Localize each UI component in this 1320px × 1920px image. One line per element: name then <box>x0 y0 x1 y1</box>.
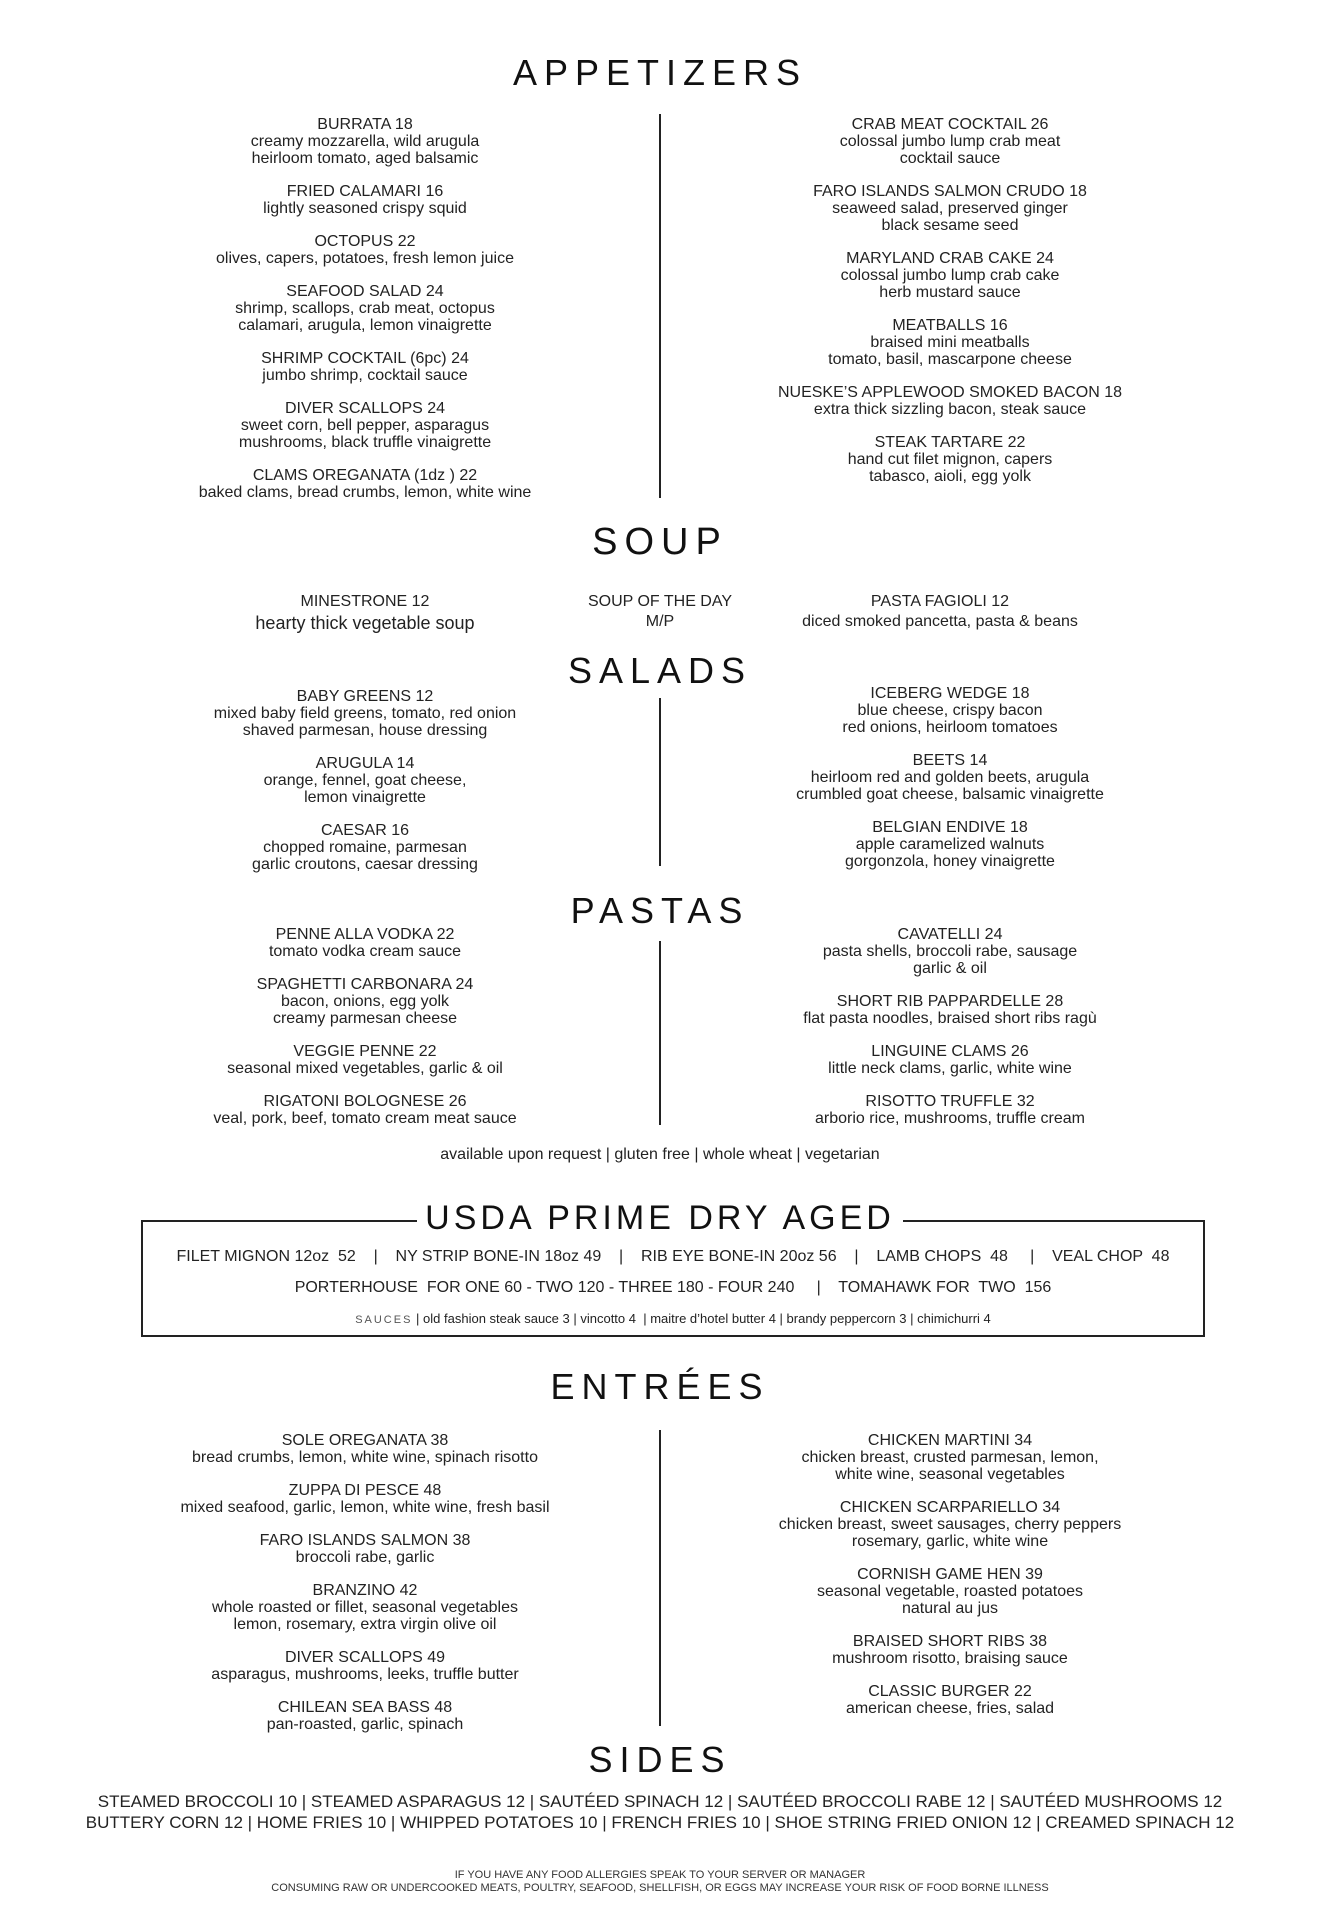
menu-item-name: DIVER SCALLOPS 49 <box>284 1649 446 1666</box>
menu-item-description: herb mustard sauce <box>879 284 1021 301</box>
menu-item <box>90 1093 640 1127</box>
entrees-left-column <box>90 1432 640 1733</box>
menu-item-name: CORNISH GAME HEN 39 <box>857 1566 1043 1583</box>
menu-item-description: tomato, basil, mascarpone cheese <box>828 351 1072 368</box>
menu-item <box>680 1566 1220 1617</box>
entrees-divider <box>659 1430 661 1726</box>
raw-food-warning: CONSUMING RAW OR UNDERCOOKED MEATS, POULTRY, SEAFOOD, SHELLFISH, OR EGGS MAY INCREASE YOUR RISK OF FOOD BORNE ILLNESS <box>271 1882 1049 1894</box>
menu-item-description: lemon, rosemary, extra virgin olive oil <box>233 1616 497 1633</box>
menu-item-name: CHICKEN MARTINI 34 <box>867 1432 1033 1449</box>
menu-item <box>90 283 640 334</box>
dietary-note: available upon request | gluten free | whole wheat | vegetarian <box>440 1146 880 1163</box>
menu-item <box>680 317 1220 368</box>
menu-item <box>680 1683 1220 1717</box>
menu-item-name: RIGATONI BOLOGNESE 26 <box>263 1093 467 1110</box>
menu-item-description: jumbo shrimp, cocktail sauce <box>262 367 468 384</box>
menu-item <box>90 350 640 384</box>
menu-item-description: flat pasta noodles, braised short ribs ragù <box>803 1010 1097 1027</box>
menu-item <box>680 926 1220 977</box>
menu-item <box>680 993 1220 1027</box>
menu-item-name: CAVATELLI 24 <box>897 926 1003 943</box>
menu-item-name: OCTOPUS 22 <box>314 233 416 250</box>
soup-name: SOUP OF THE DAY <box>587 593 733 610</box>
usda-porterhouse-row: PORTERHOUSE FOR ONE 60 - TWO 120 - THREE 180 - FOUR 240 | TOMAHAWK FOR TWO 156 <box>294 1279 1052 1296</box>
menu-item-name: BRAISED SHORT RIBS 38 <box>852 1633 1048 1650</box>
soup-item-minestrone <box>190 592 540 634</box>
menu-item-description: heirloom red and golden beets, arugula <box>810 769 1090 786</box>
menu-item <box>90 400 640 451</box>
menu-item <box>90 976 640 1027</box>
menu-item-description: tabasco, aioli, egg yolk <box>869 468 1031 485</box>
salads-left-column <box>90 688 640 873</box>
menu-item-description: garlic croutons, caesar dressing <box>252 856 478 873</box>
menu-item <box>680 752 1220 803</box>
menu-item-description: sweet corn, bell pepper, asparagus <box>240 417 490 434</box>
menu-item-description: garlic & oil <box>913 960 987 977</box>
menu-item <box>680 1432 1220 1483</box>
menu-item-description: broccoli rabe, garlic <box>295 1549 435 1566</box>
menu-item-description: american cheese, fries, salad <box>845 1700 1055 1717</box>
menu-item-description: braised mini meatballs <box>870 334 1030 351</box>
menu-item <box>680 183 1220 234</box>
menu-item-name: MEATBALLS 16 <box>892 317 1008 334</box>
menu-item-description: red onions, heirloom tomatoes <box>842 719 1058 736</box>
menu-item <box>90 755 640 806</box>
soup-desc: diced smoked pancetta, pasta & beans <box>802 613 1078 630</box>
menu-item <box>90 926 640 960</box>
appetizers-title: APPETIZERS <box>512 52 808 93</box>
menu-item-description: crumbled goat cheese, balsamic vinaigrette <box>796 786 1104 803</box>
soup-item-soup-of-the-day <box>540 592 780 632</box>
menu-item-description: mushroom risotto, braising sauce <box>832 1650 1068 1667</box>
menu-item-name: RISOTTO TRUFFLE 32 <box>865 1093 1035 1110</box>
menu-item <box>90 116 640 167</box>
menu-item-name: LINGUINE CLAMS 26 <box>871 1043 1029 1060</box>
menu-item-description: mixed seafood, garlic, lemon, white wine, fresh basil <box>180 1499 550 1516</box>
menu-item-description: extra thick sizzling bacon, steak sauce <box>813 401 1087 418</box>
menu-item <box>90 1699 640 1733</box>
sides-line-2: BUTTERY CORN 12 | HOME FRIES 10 | WHIPPED POTATOES 10 | FRENCH FRIES 10 | SHOE STRING FRIED ONION 12 | CREAMED SPINACH 12 <box>85 1813 1235 1832</box>
menu-item-description: whole roasted or fillet, seasonal vegetables <box>212 1599 518 1616</box>
menu-item-description: creamy parmesan cheese <box>272 1010 458 1027</box>
menu-item-name: FRIED CALAMARI 16 <box>286 183 444 200</box>
menu-item <box>90 1649 640 1683</box>
menu-item-description: lemon vinaigrette <box>304 789 426 806</box>
menu-item-description: asparagus, mushrooms, leeks, truffle butter <box>211 1666 519 1683</box>
usda-steaks-row: FILET MIGNON 12oz 52 | NY STRIP BONE-IN 18oz 49 | RIB EYE BONE-IN 20oz 56 | LAMB CHOPS 48 | VEAL CHOP 48 <box>176 1248 1170 1265</box>
menu-item-description: colossal jumbo lump crab cake <box>840 267 1060 284</box>
menu-item-description: lightly seasoned crispy squid <box>263 200 467 217</box>
menu-item-description: black sesame seed <box>881 217 1019 234</box>
soup-title: SOUP <box>592 521 728 563</box>
soup-desc: M/P <box>645 613 675 630</box>
usda-title-wrap <box>0 1199 1320 1238</box>
menu-item-description: seasonal vegetable, roasted potatoes <box>817 1583 1083 1600</box>
sauces-list: | old fashion steak sauce 3 | vincotto 4 | maitre d’hotel butter 4 | brandy peppercorn 3 | chimichurri 4 <box>412 1311 991 1326</box>
menu-item-description: baked clams, bread crumbs, lemon, white wine <box>198 484 532 501</box>
menu-item-description: chopped romaine, parmesan <box>263 839 467 856</box>
menu-item <box>90 1532 640 1566</box>
menu-item-description: tomato vodka cream sauce <box>268 943 462 960</box>
menu-item-description: bacon, onions, egg yolk <box>280 993 450 1010</box>
menu-item <box>680 116 1220 167</box>
menu-item-name: FARO ISLANDS SALMON 38 <box>259 1532 471 1549</box>
menu-item-description: bread crumbs, lemon, white wine, spinach risotto <box>192 1449 538 1466</box>
menu-item <box>90 233 640 267</box>
menu-item-name: ARUGULA 14 <box>315 755 415 772</box>
pastas-left-column <box>90 926 640 1127</box>
menu-item <box>680 819 1220 870</box>
appetizers-right-column <box>680 116 1220 485</box>
menu-item-description: heirloom tomato, aged balsamic <box>251 150 479 167</box>
menu-item-description: seasonal mixed vegetables, garlic & oil <box>227 1060 503 1077</box>
menu-item-name: CAESAR 16 <box>320 822 410 839</box>
menu-item-name: NUESKE’S APPLEWOOD SMOKED BACON 18 <box>777 384 1123 401</box>
menu-item-name: SPAGHETTI CARBONARA 24 <box>256 976 474 993</box>
menu-item-name: CLAMS OREGANATA (1dz ) 22 <box>252 467 478 484</box>
menu-item-description: little neck clams, garlic, white wine <box>828 1060 1072 1077</box>
menu-item <box>680 384 1220 418</box>
appetizers-left-column <box>90 116 640 501</box>
menu-item-name: CLASSIC BURGER 22 <box>868 1683 1032 1700</box>
pastas-divider <box>659 941 661 1125</box>
menu-item-description: chicken breast, crusted parmesan, lemon, <box>801 1449 1099 1466</box>
menu-item-description: gorgonzola, honey vinaigrette <box>845 853 1055 870</box>
menu-item <box>90 183 640 217</box>
menu-item <box>90 1582 640 1633</box>
entrees-right-column <box>680 1432 1220 1717</box>
sauces-label: SAUCES <box>355 1314 413 1326</box>
menu-item-description: cocktail sauce <box>899 150 1001 167</box>
sides-title: SIDES <box>588 1739 732 1780</box>
menu-item-name: CHILEAN SEA BASS 48 <box>277 1699 453 1716</box>
menu-item-description: shaved parmesan, house dressing <box>242 722 488 739</box>
menu-item <box>680 1633 1220 1667</box>
menu-item <box>680 685 1220 736</box>
salads-right-column <box>680 685 1220 870</box>
soup-name: PASTA FAGIOLI 12 <box>870 593 1010 610</box>
menu-item-description: olives, capers, potatoes, fresh lemon juice <box>216 250 514 267</box>
soup-desc: hearty thick vegetable soup <box>255 613 475 633</box>
salads-title: SALADS <box>567 650 753 691</box>
menu-item-name: STEAK TARTARE 22 <box>874 434 1026 451</box>
menu-item-name: FARO ISLANDS SALMON CRUDO 18 <box>813 183 1087 200</box>
menu-item-description: mushrooms, black truffle vinaigrette <box>238 434 492 451</box>
menu-item-description: creamy mozzarella, wild arugula <box>250 133 480 150</box>
menu-item-name: ZUPPA DI PESCE 48 <box>288 1482 442 1499</box>
menu-item-name: PENNE ALLA VODKA 22 <box>275 926 455 943</box>
menu-item-description: pan-roasted, garlic, spinach <box>266 1716 464 1733</box>
menu-item-name: DIVER SCALLOPS 24 <box>284 400 446 417</box>
menu-item-name: SEAFOOD SALAD 24 <box>286 283 444 300</box>
menu-item-description: blue cheese, crispy bacon <box>857 702 1043 719</box>
menu-item <box>90 822 640 873</box>
sides-line-1: STEAMED BROCCOLI 10 | STEAMED ASPARAGUS 12 | SAUTÉED SPINACH 12 | SAUTÉED BROCCOLI RABE 12 | SAUTÉED MUSHROOMS 12 <box>97 1792 1223 1811</box>
menu-item-description: rosemary, garlic, white wine <box>851 1533 1049 1550</box>
menu-item-name: BRANZINO 42 <box>312 1582 418 1599</box>
menu-item-description: mixed baby field greens, tomato, red onion <box>213 705 517 722</box>
menu-item <box>90 688 640 739</box>
menu-item-description: colossal jumbo lump crab meat <box>839 133 1061 150</box>
menu-item-description: arborio rice, mushrooms, truffle cream <box>814 1110 1085 1127</box>
usda-title: USDA PRIME DRY AGED <box>417 1199 903 1237</box>
menu-item-description: shrimp, scallops, crab meat, octopus <box>235 300 495 317</box>
menu-item-description: hand cut filet mignon, capers <box>847 451 1053 468</box>
menu-item-name: SHRIMP COCKTAIL (6pc) 24 <box>261 350 469 367</box>
menu-item-name: CRAB MEAT COCKTAIL 26 <box>851 116 1049 133</box>
menu-item <box>90 467 640 501</box>
menu-item-description: orange, fennel, goat cheese, <box>263 772 467 789</box>
menu-item-name: VEGGIE PENNE 22 <box>293 1043 437 1060</box>
appetizers-divider <box>659 114 661 498</box>
menu-item-name: MARYLAND CRAB CAKE 24 <box>846 250 1054 267</box>
menu-item-name: CHICKEN SCARPARIELLO 34 <box>839 1499 1061 1516</box>
menu-item-name: BELGIAN ENDIVE 18 <box>872 819 1028 836</box>
menu-item-name: BURRATA 18 <box>317 116 413 133</box>
menu-item-description: white wine, seasonal vegetables <box>835 1466 1065 1483</box>
menu-item-description: pasta shells, broccoli rabe, sausage <box>822 943 1078 960</box>
menu-item <box>90 1043 640 1077</box>
entrees-title: ENTRÉES <box>550 1366 770 1407</box>
menu-item-name: ICEBERG WEDGE 18 <box>870 685 1030 702</box>
menu-item <box>680 1093 1220 1127</box>
menu-item-name: SHORT RIB PAPPARDELLE 28 <box>836 993 1064 1010</box>
menu-item-name: BEETS 14 <box>912 752 988 769</box>
allergy-notice: IF YOU HAVE ANY FOOD ALLERGIES SPEAK TO YOUR SERVER OR MANAGER <box>454 1869 866 1881</box>
menu-item-description: seaweed salad, preserved ginger <box>832 200 1068 217</box>
menu-item <box>680 1499 1220 1550</box>
menu-item <box>90 1482 640 1516</box>
menu-item <box>680 1043 1220 1077</box>
pastas-title: PASTAS <box>570 890 750 931</box>
menu-item-description: veal, pork, beef, tomato cream meat sauce <box>213 1110 517 1127</box>
soup-item-pasta-fagioli <box>760 592 1120 632</box>
menu-item-name: BABY GREENS 12 <box>296 688 434 705</box>
soup-name: MINESTRONE 12 <box>300 593 430 610</box>
menu-item-description: calamari, arugula, lemon vinaigrette <box>238 317 492 334</box>
salads-divider <box>659 698 661 866</box>
pastas-right-column <box>680 926 1220 1127</box>
menu-item <box>680 434 1220 485</box>
menu-item-description: chicken breast, sweet sausages, cherry peppers <box>778 1516 1122 1533</box>
menu-item <box>90 1432 640 1466</box>
menu-item-description: natural au jus <box>901 1600 999 1617</box>
usda-sauces-row <box>141 1311 1205 1326</box>
menu-item-description: apple caramelized walnuts <box>855 836 1045 853</box>
menu-item <box>680 250 1220 301</box>
menu-item-name: SOLE OREGANATA 38 <box>281 1432 449 1449</box>
